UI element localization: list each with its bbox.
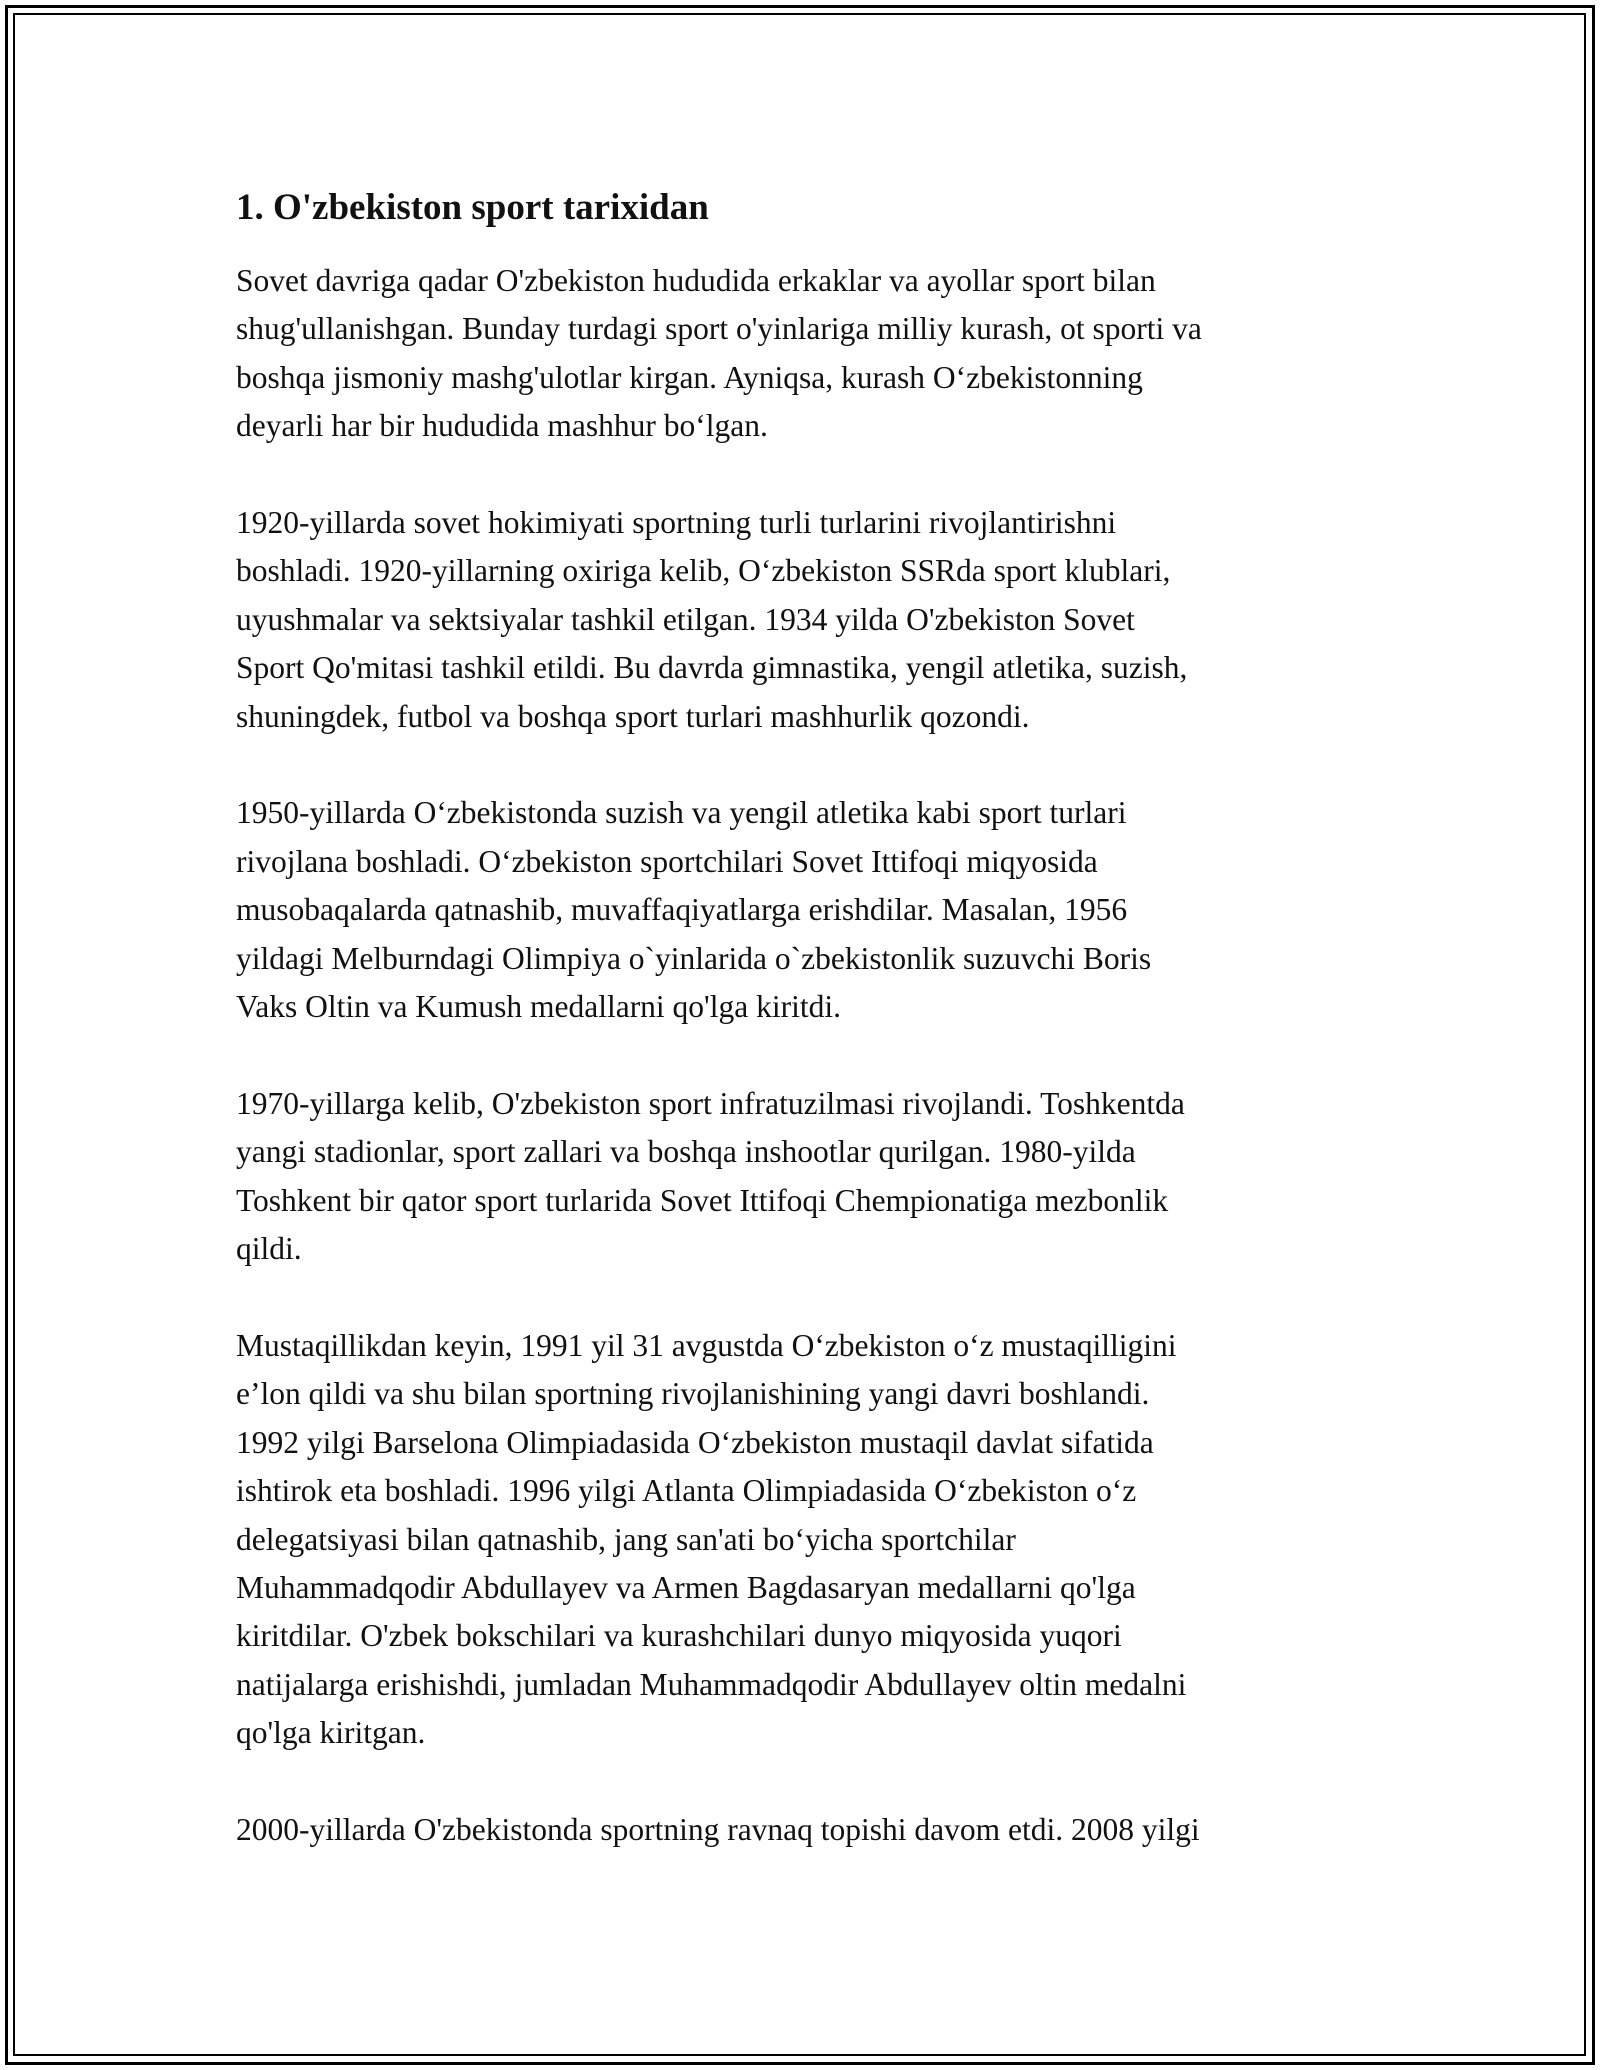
text-line: shug'ullanishgan. Bunday turdagi sport o'yinlariga milliy kurash, ot sporti va: [236, 311, 1202, 347]
text-line: kiritdilar. O'zbek bokschilari va kurashchilari dunyo miqyosida yuqori: [236, 1618, 1122, 1654]
text-line: delegatsiyasi bilan qatnashib, jang san'ati bo‘yicha sportchilar: [236, 1521, 1016, 1557]
text-line: deyarli har bir hududida mashhur bo‘lgan.: [236, 408, 768, 444]
text-line: 1950-yillarda O‘zbekistonda suzish va yengil atletika kabi sport turlari: [236, 795, 1127, 831]
paragraph-1: [236, 257, 1376, 451]
text-line: rivojlana boshladi. O‘zbekiston sportchilari Sovet Ittifoqi miqyosida: [236, 843, 1098, 879]
paragraph-2: [236, 499, 1376, 741]
text-line: 1992 yilgi Barselona Olimpiadasida O‘zbekiston mustaqil davlat sifatida: [236, 1424, 1154, 1460]
text-line: Mustaqillikdan keyin, 1991 yil 31 avgustda O‘zbekiston o‘z mustaqilligini: [236, 1327, 1177, 1363]
section-heading: 1. O'zbekiston sport tarixidan: [236, 187, 709, 228]
text-line: qildi.: [236, 1231, 302, 1267]
text-line: 1970-yillarga kelib, O'zbekiston sport infratuzilmasi rivojlandi. Toshkentda: [236, 1085, 1185, 1121]
text-line: qo'lga kiritgan.: [236, 1715, 426, 1751]
text-line: boshladi. 1920-yillarning oxiriga kelib, O‘zbekiston SSRda sport klublari,: [236, 553, 1171, 589]
paragraph-3: [236, 789, 1376, 1031]
text-line: ishtirok eta boshladi. 1996 yilgi Atlanta Olimpiadasida O‘zbekiston o‘z: [236, 1473, 1137, 1509]
paragraph-4: [236, 1080, 1376, 1274]
paragraph-6: [236, 1806, 1376, 1854]
text-line: Muhammadqodir Abdullayev va Armen Bagdasaryan medallarni qo'lga: [236, 1569, 1136, 1605]
text-line: uyushmalar va sektsiyalar tashkil etilgan. 1934 yilda O'zbekiston Sovet: [236, 601, 1135, 637]
text-line: musobaqalarda qatnashib, muvaffaqiyatlarga erishdilar. Masalan, 1956: [236, 892, 1128, 928]
text-line: e’lon qildi va shu bilan sportning rivojlanishining yangi davri boshlandi.: [236, 1376, 1150, 1412]
text-line: shuningdek, futbol va boshqa sport turlari mashhurlik qozondi.: [236, 698, 1030, 734]
text-line: natijalarga erishishdi, jumladan Muhammadqodir Abdullayev oltin medalni: [236, 1666, 1187, 1702]
text-line: 2000-yillarda O'zbekistonda sportning ravnaq topishi davom etdi. 2008 yilgi: [236, 1811, 1200, 1847]
text-line: boshqa jismoniy mashg'ulotlar kirgan. Ayniqsa, kurash O‘zbekistonning: [236, 359, 1143, 395]
text-line: yildagi Melburndagi Olimpiya o`yinlarida o`zbekistonlik suzuvchi Boris: [236, 940, 1152, 976]
document-body: [236, 184, 1376, 1903]
text-line: Sport Qo'mitasi tashkil etildi. Bu davrda gimnastika, yengil atletika, suzish,: [236, 650, 1188, 686]
text-line: Sovet davriga qadar O'zbekiston hududida erkaklar va ayollar sport bilan: [236, 263, 1156, 298]
text-line: Vaks Oltin va Kumush medallarni qo'lga kiritdi.: [236, 989, 841, 1025]
text-line: yangi stadionlar, sport zallari va boshqa inshootlar qurilgan. 1980-yilda: [236, 1134, 1136, 1170]
text-line: 1920-yillarda sovet hokimiyati sportning turli turlarini rivojlantirishni: [236, 505, 1117, 541]
text-line: Toshkent bir qator sport turlarida Sovet Ittifoqi Chempionatiga mezbonlik: [236, 1182, 1169, 1218]
paragraph-5: [236, 1322, 1376, 1758]
